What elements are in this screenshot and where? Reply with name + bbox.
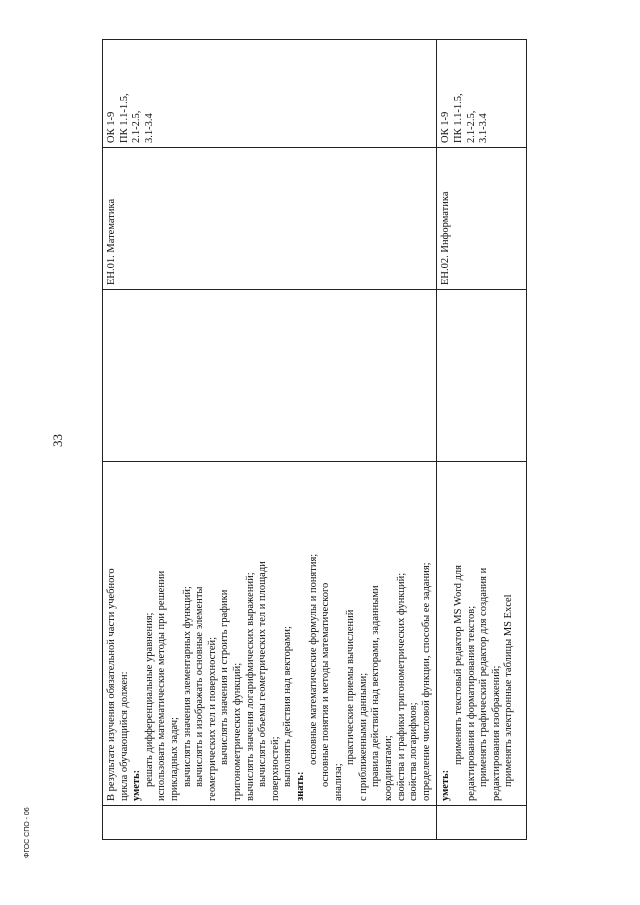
requirement-line: выполнять действия над векторами; — [282, 626, 294, 787]
rotated-page-content — [102, 40, 515, 840]
requirement-line: анализа; — [332, 763, 344, 801]
requirement-line: цикла обучающийся должен: — [118, 671, 130, 801]
competency-line: 3.1-3.4 — [478, 113, 490, 143]
table-row-mathematics — [103, 40, 437, 840]
requirement-line: свойства логарифмов; — [408, 702, 420, 801]
competencies-cell — [437, 40, 527, 148]
requirement-line: поверхностей; — [269, 736, 281, 801]
requirement-line: прикладных задач; — [168, 717, 180, 801]
code-cell — [437, 806, 527, 840]
table-row-informatics — [437, 40, 527, 840]
hours-cell — [103, 290, 437, 462]
requirement-line: определение числовой функции, способы ее задания; — [420, 562, 432, 801]
requirement-line: вычислять и изображать основные элементы — [194, 586, 206, 787]
requirement-line: вычислять значения элементарных функций; — [181, 586, 193, 787]
requirement-line: использовать математические методы при решении — [156, 570, 168, 801]
requirement-line: редактирования и форматирования текстов; — [465, 605, 477, 801]
requirement-line: практические приемы вычислений — [345, 609, 357, 765]
requirements-cell — [437, 462, 527, 806]
footer-mark: ФГОС СПО - 06 — [24, 807, 31, 858]
competency-line: 2.1-2.5, — [465, 110, 477, 143]
competency-line: ОК 1-9 — [440, 111, 452, 143]
requirement-line: применять текстовый редактор MS Word для — [453, 565, 465, 765]
requirement-line: В результате изучения обязательной части учебного — [106, 568, 117, 801]
competency-line: 3.1-3.4 — [143, 113, 155, 143]
requirement-line: геометрических тел и поверхностей; — [206, 636, 218, 801]
requirement-line: вычислять значения логарифмических выражений; — [244, 572, 256, 801]
competency-line: ОК 1-9 — [106, 111, 117, 143]
curriculum-table — [102, 39, 527, 840]
competency-line: 2.1-2.5, — [131, 110, 143, 143]
requirement-line: основные понятия и методы математического — [320, 582, 332, 787]
requirement-line: решать дифференциальные уравнения; — [143, 612, 155, 787]
requirement-line: редактирования изображений; — [490, 665, 502, 801]
requirements-cell — [103, 462, 437, 806]
requirement-line: координатами; — [383, 735, 395, 801]
code-cell — [103, 806, 437, 840]
discipline-cell: ЕН.01. Математика — [103, 148, 437, 290]
page-number: 33 — [50, 434, 65, 447]
requirement-line: правила действий над векторами, заданными — [370, 585, 382, 787]
section-heading: уметь: — [131, 769, 143, 801]
requirement-line: применять графический редактор для создания и — [478, 567, 490, 787]
discipline-cell: ЕН.02. Информатика — [437, 148, 527, 290]
requirement-line: тригонометрических функций; — [231, 662, 243, 801]
requirement-line: вычислять объемы геометрических тел и площади — [257, 561, 269, 787]
section-heading: знать: — [294, 771, 306, 801]
requirement-line: с приближенными данными; — [357, 672, 369, 801]
competencies-cell — [103, 40, 437, 148]
hours-cell — [437, 290, 527, 462]
competency-line: ПК 1.1-1.5, — [118, 93, 130, 143]
requirement-line: основные математические формулы и понятия; — [307, 553, 319, 765]
requirement-line: применять электронные таблицы MS Excel — [503, 594, 515, 787]
section-heading: уметь: — [440, 769, 452, 801]
requirement-line: вычислять значения и строить графики — [219, 589, 231, 765]
competency-line: ПК 1.1-1.5, — [453, 93, 465, 143]
requirement-line: свойства и графики тригонометрических функций; — [395, 572, 407, 801]
